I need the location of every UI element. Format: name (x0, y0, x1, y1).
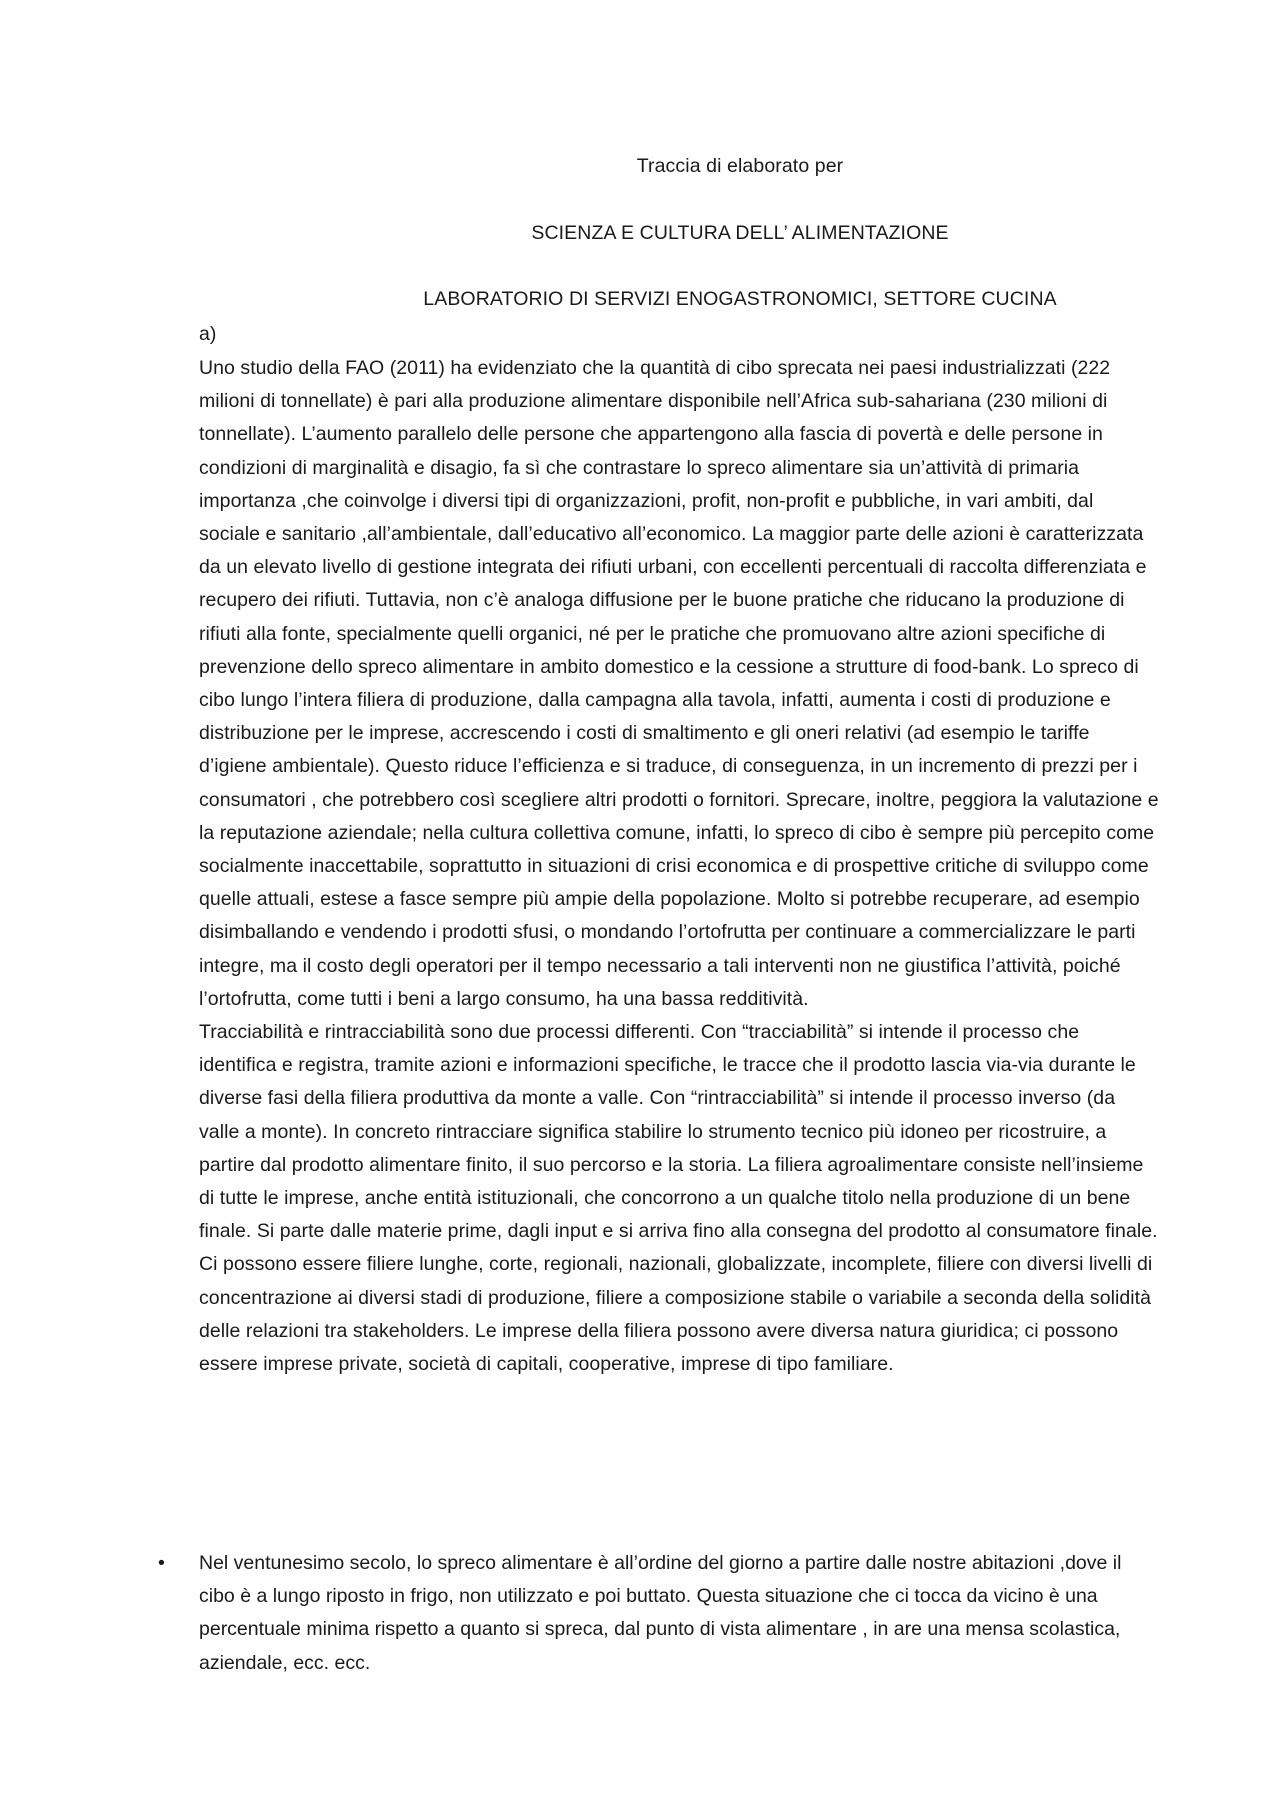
document-heading-subtitle: Traccia di elaborato per (636, 155, 844, 177)
bullet-item: Nel ventunesimo secolo, lo spreco alimentare è all’ordine del giorno a partire dalle nostre abitazioni ,dove il cibo è a lungo riposto in frigo, non utilizzato e poi buttato. Questa situazione che ci tocca da vicino è una percentuale minima rispetto a quanto si spreca, dal punto di vista alimentare , in are una mensa scolastica, aziendale, ecc. ecc. (199, 1552, 1122, 1674)
document-heading-lab: LABORATORIO DI SERVIZI ENOGASTRONOMICI, SETTORE CUCINA (423, 288, 1057, 310)
paragraph-food-waste: Uno studio della FAO (2011) ha evidenziato che la quantità di cibo sprecata nei paesi industrializzati (222 milioni di tonnellate) è pari alla produzione alimentare disponibile nell’Africa sub-sahariana (230 milioni di tonnellate). L’aumento parallelo delle persone che appartengono alla fascia di povertà e delle persone in condizioni di marginalità e disagio, fa sì che contrastare lo spreco alimentare sia un’attività di primaria importanza ,che coinvolge i diversi tipi di organizzazioni, profit, non-profit e pubbliche, in vari ambiti, dal sociale e sanitario ,all’ambientale, dall’educativo all’economico. La maggior parte delle azioni è caratterizzata da un elevato livello di gestione integrata dei rifiuti urbani, con eccellenti percentuali di raccolta differenziata e recupero dei rifiuti. Tuttavia, non c’è analoga diffusione per le buone pratiche che riducano la produzione di rifiuti alla fonte, specialmente quelli organici, né per le pratiche che promuovano altre azioni specifiche di prevenzione dello spreco alimentare in ambito domestico e la cessione a strutture di food-bank. Lo spreco di cibo lungo l’intera filiera di produzione, dalla campagna alla tavola, infatti, aumenta i costi di produzione e distribuzione per le imprese, accrescendo i costi di smaltimento e gli oneri relativi (ad esempio le tariffe d’igiene ambientale). Questo riduce l’efficienza e si traduce, di conseguenza, in un incremento di prezzi per i consumatori , che potrebbero così scegliere altri prodotti o fornitori. Sprecare, inoltre, peggiora la valutazione e la reputazione aziendale; nella cultura collettiva comune, infatti, lo spreco di cibo è sempre più percepito come socialmente inaccettabile, soprattutto in situazioni di crisi economica e di prospettive critiche di sviluppo come quelle attuali, estese a fasce sempre più ampie della popolazione. Molto si potrebbe recuperare, ad esempio disimballando e vendendo i prodotti sfusi, o mondando l’ortofrutta per continuare a commercializzare le parti integre, ma il costo degli operatori per il tempo necessario a tali interventi non ne giustifica l’attività, poiché l’ortofrutta, come tutti i beni a largo consumo, ha una bassa redditività. (199, 357, 1159, 1010)
document-heading-subject: SCIENZA E CULTURA DELL’ ALIMENTAZIONE (531, 222, 949, 244)
bullet-icon: • (158, 1552, 165, 1574)
document-body (199, 352, 1159, 1381)
section-label: a) (199, 323, 217, 345)
paragraph-traceability: Tracciabilità e rintracciabilità sono due processi differenti. Con “tracciabilità” si intende il processo che identifica e registra, tramite azioni e informazioni specifiche, le tracce che il prodotto lascia via-via durante le diverse fasi della filiera produttiva da monte a valle. Con “rintracciabilità” si intende il processo inverso (da valle a monte). In concreto rintracciare significa stabilire lo strumento tecnico più idoneo per ricostruire, a partire dal prodotto alimentare finito, il suo percorso e la storia. La filiera agroalimentare consiste nell’insieme di tutte le imprese, anche entità istituzionali, che concorrono a un qualche titolo nella produzione di un bene finale. Si parte dalle materie prime, dagli input e si arriva fino alla consegna del prodotto al consumatore finale. Ci possono essere filiere lunghe, corte, regionali, nazionali, globalizzate, incomplete, filiere con diversi livelli di concentrazione ai diversi stadi di produzione, filiere a composizione stabile o variabile a seconda della solidità delle relazioni tra stakeholders. Le imprese della filiera possono avere diversa natura giuridica; ci possono essere imprese private, società di capitali, cooperative, imprese di tipo familiare. (199, 1021, 1158, 1376)
